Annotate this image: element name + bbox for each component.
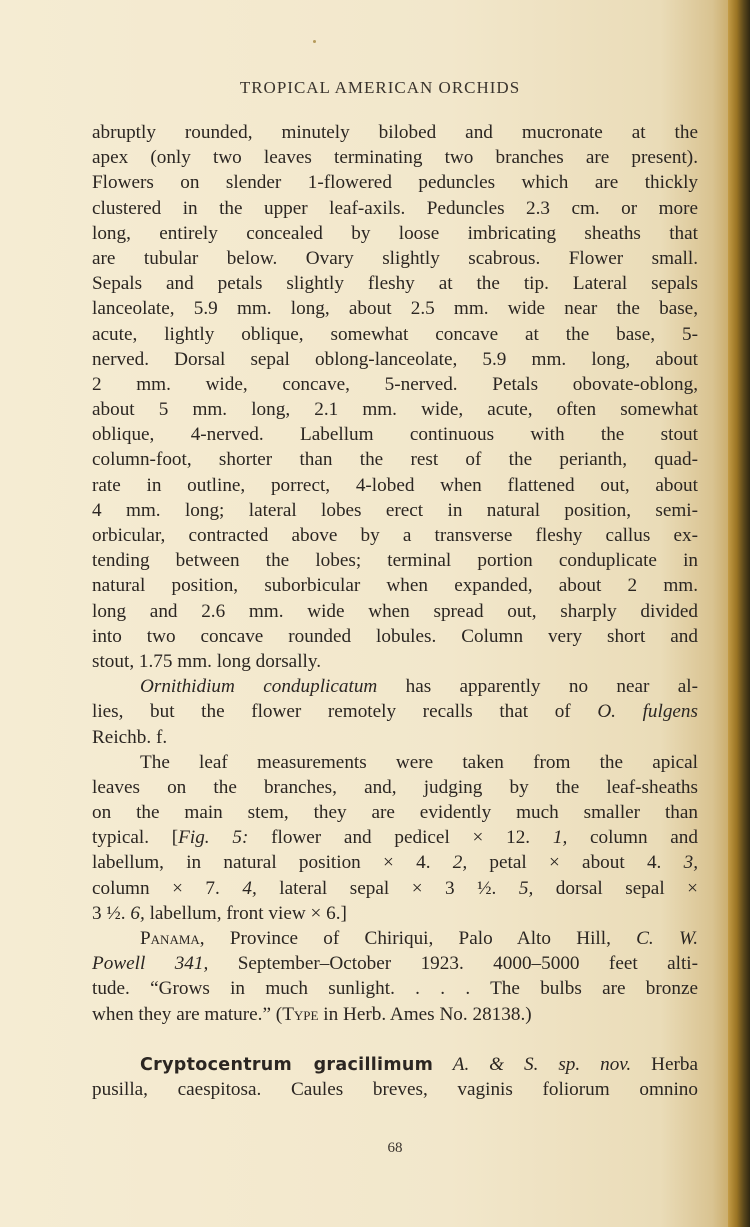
text-line: on the main stem, they are evidently much smaller than xyxy=(92,802,698,824)
text-line: pusilla, caespitosa. Caules breves, vaginis foliorum omnino xyxy=(92,1078,698,1100)
text-line: Sepals and petals slightly fleshy at the tip. Lateral sepals xyxy=(92,273,698,295)
text-line: abruptly rounded, minutely bilobed and mucronate at the xyxy=(92,122,698,143)
running-head: TROPICAL AMERICAN ORCHIDS xyxy=(239,78,521,97)
text-line: The leaf measurements were taken from the apical xyxy=(140,751,698,773)
text-line: Powell 341, September–October 1923. 4000–5000 feet alti- xyxy=(92,953,698,975)
text-line: 4 mm. long; lateral lobes erect in natural position, semi- xyxy=(92,499,698,521)
text-line: oblique, 4-nerved. Labellum continuous with the stout xyxy=(92,424,698,446)
text-line: acute, lightly oblique, somewhat concave at the base, 5- xyxy=(92,323,698,345)
print-speck xyxy=(313,40,316,43)
paragraph-description xyxy=(92,120,698,674)
text-line: when they are mature.” (Type in Herb. Ames No. 28138.) xyxy=(92,1003,532,1025)
text-line: long, entirely concealed by loose imbricating sheaths that xyxy=(92,222,698,244)
text-line: Reichb. f. xyxy=(92,726,168,748)
text-line: lanceolate, 5.9 mm. long, about 2.5 mm. wide near the base, xyxy=(92,298,698,320)
text-line: natural position, suborbicular when expanded, about 2 mm. xyxy=(92,575,698,597)
text-line: about 5 mm. long, 2.1 mm. wide, acute, often somewhat xyxy=(92,399,698,421)
species-name: Cryptocentrum gracillimum xyxy=(140,1054,434,1075)
text-line: apex (only two leaves terminating two branches are present). xyxy=(92,147,698,169)
text-line: orbicular, contracted above by a transverse fleshy callus ex- xyxy=(92,525,698,546)
text-line: Flowers on slender 1-flowered peduncles which are thickly xyxy=(92,172,698,194)
text-line: are tubular below. Ovary slightly scabrous. Flower small. xyxy=(92,247,698,269)
page-number: 68 xyxy=(387,1140,403,1156)
page-edge xyxy=(728,0,750,1227)
text-line: 2 mm. wide, concave, 5-nerved. Petals obovate-oblong, xyxy=(92,373,698,395)
text-line: leaves on the branches, and, judging by the leaf-sheaths xyxy=(92,776,698,798)
paragraph-gap xyxy=(92,1027,698,1052)
text-line: column-foot, shorter than the rest of the perianth, quad- xyxy=(92,449,698,471)
text-line: labellum, in natural position × 4. 2, petal × about 4. 3, xyxy=(92,852,698,874)
species-heading-line: Cryptocentrum gracillimum A. & S. sp. nov. Herba xyxy=(140,1053,698,1075)
text-line: column × 7. 4, lateral sepal × 3 ½. 5, dorsal sepal × xyxy=(92,877,699,899)
species-author: A. & S. sp. nov. xyxy=(433,1053,632,1075)
text-line: into two concave rounded lobules. Column very short and xyxy=(92,625,698,647)
text-line: tending between the lobes; terminal portion conduplicate in xyxy=(92,550,698,572)
text-line: nerved. Dorsal sepal oblong-lanceolate, 5.9 mm. long, about xyxy=(92,348,698,370)
text-line: Ornithidium conduplicatum has apparently no near al- xyxy=(140,676,698,698)
text-line: long and 2.6 mm. wide when spread out, sharply divided xyxy=(92,600,698,622)
text-line: clustered in the upper leaf-axils. Peduncles 2.3 cm. or more xyxy=(92,197,698,219)
body-text xyxy=(92,120,698,1102)
text-line: tude. “Grows in much sunlight. . . . The bulbs are bronze xyxy=(92,978,698,1000)
text-line: lies, but the flower remotely recalls that of O. fulgens xyxy=(92,701,698,723)
text-line: stout, 1.75 mm. long dorsally. xyxy=(92,650,322,672)
text-line: Panama, Province of Chiriqui, Palo Alto Hill, C. W. xyxy=(140,928,698,949)
text-line: rate in outline, porrect, 4-lobed when flattened out, about xyxy=(92,474,698,496)
text-line: typical. [Fig. 5: flower and pedicel × 12. 1, column and xyxy=(92,827,698,849)
text-line: 3 ½. 6, labellum, front view × 6.] xyxy=(92,902,347,924)
